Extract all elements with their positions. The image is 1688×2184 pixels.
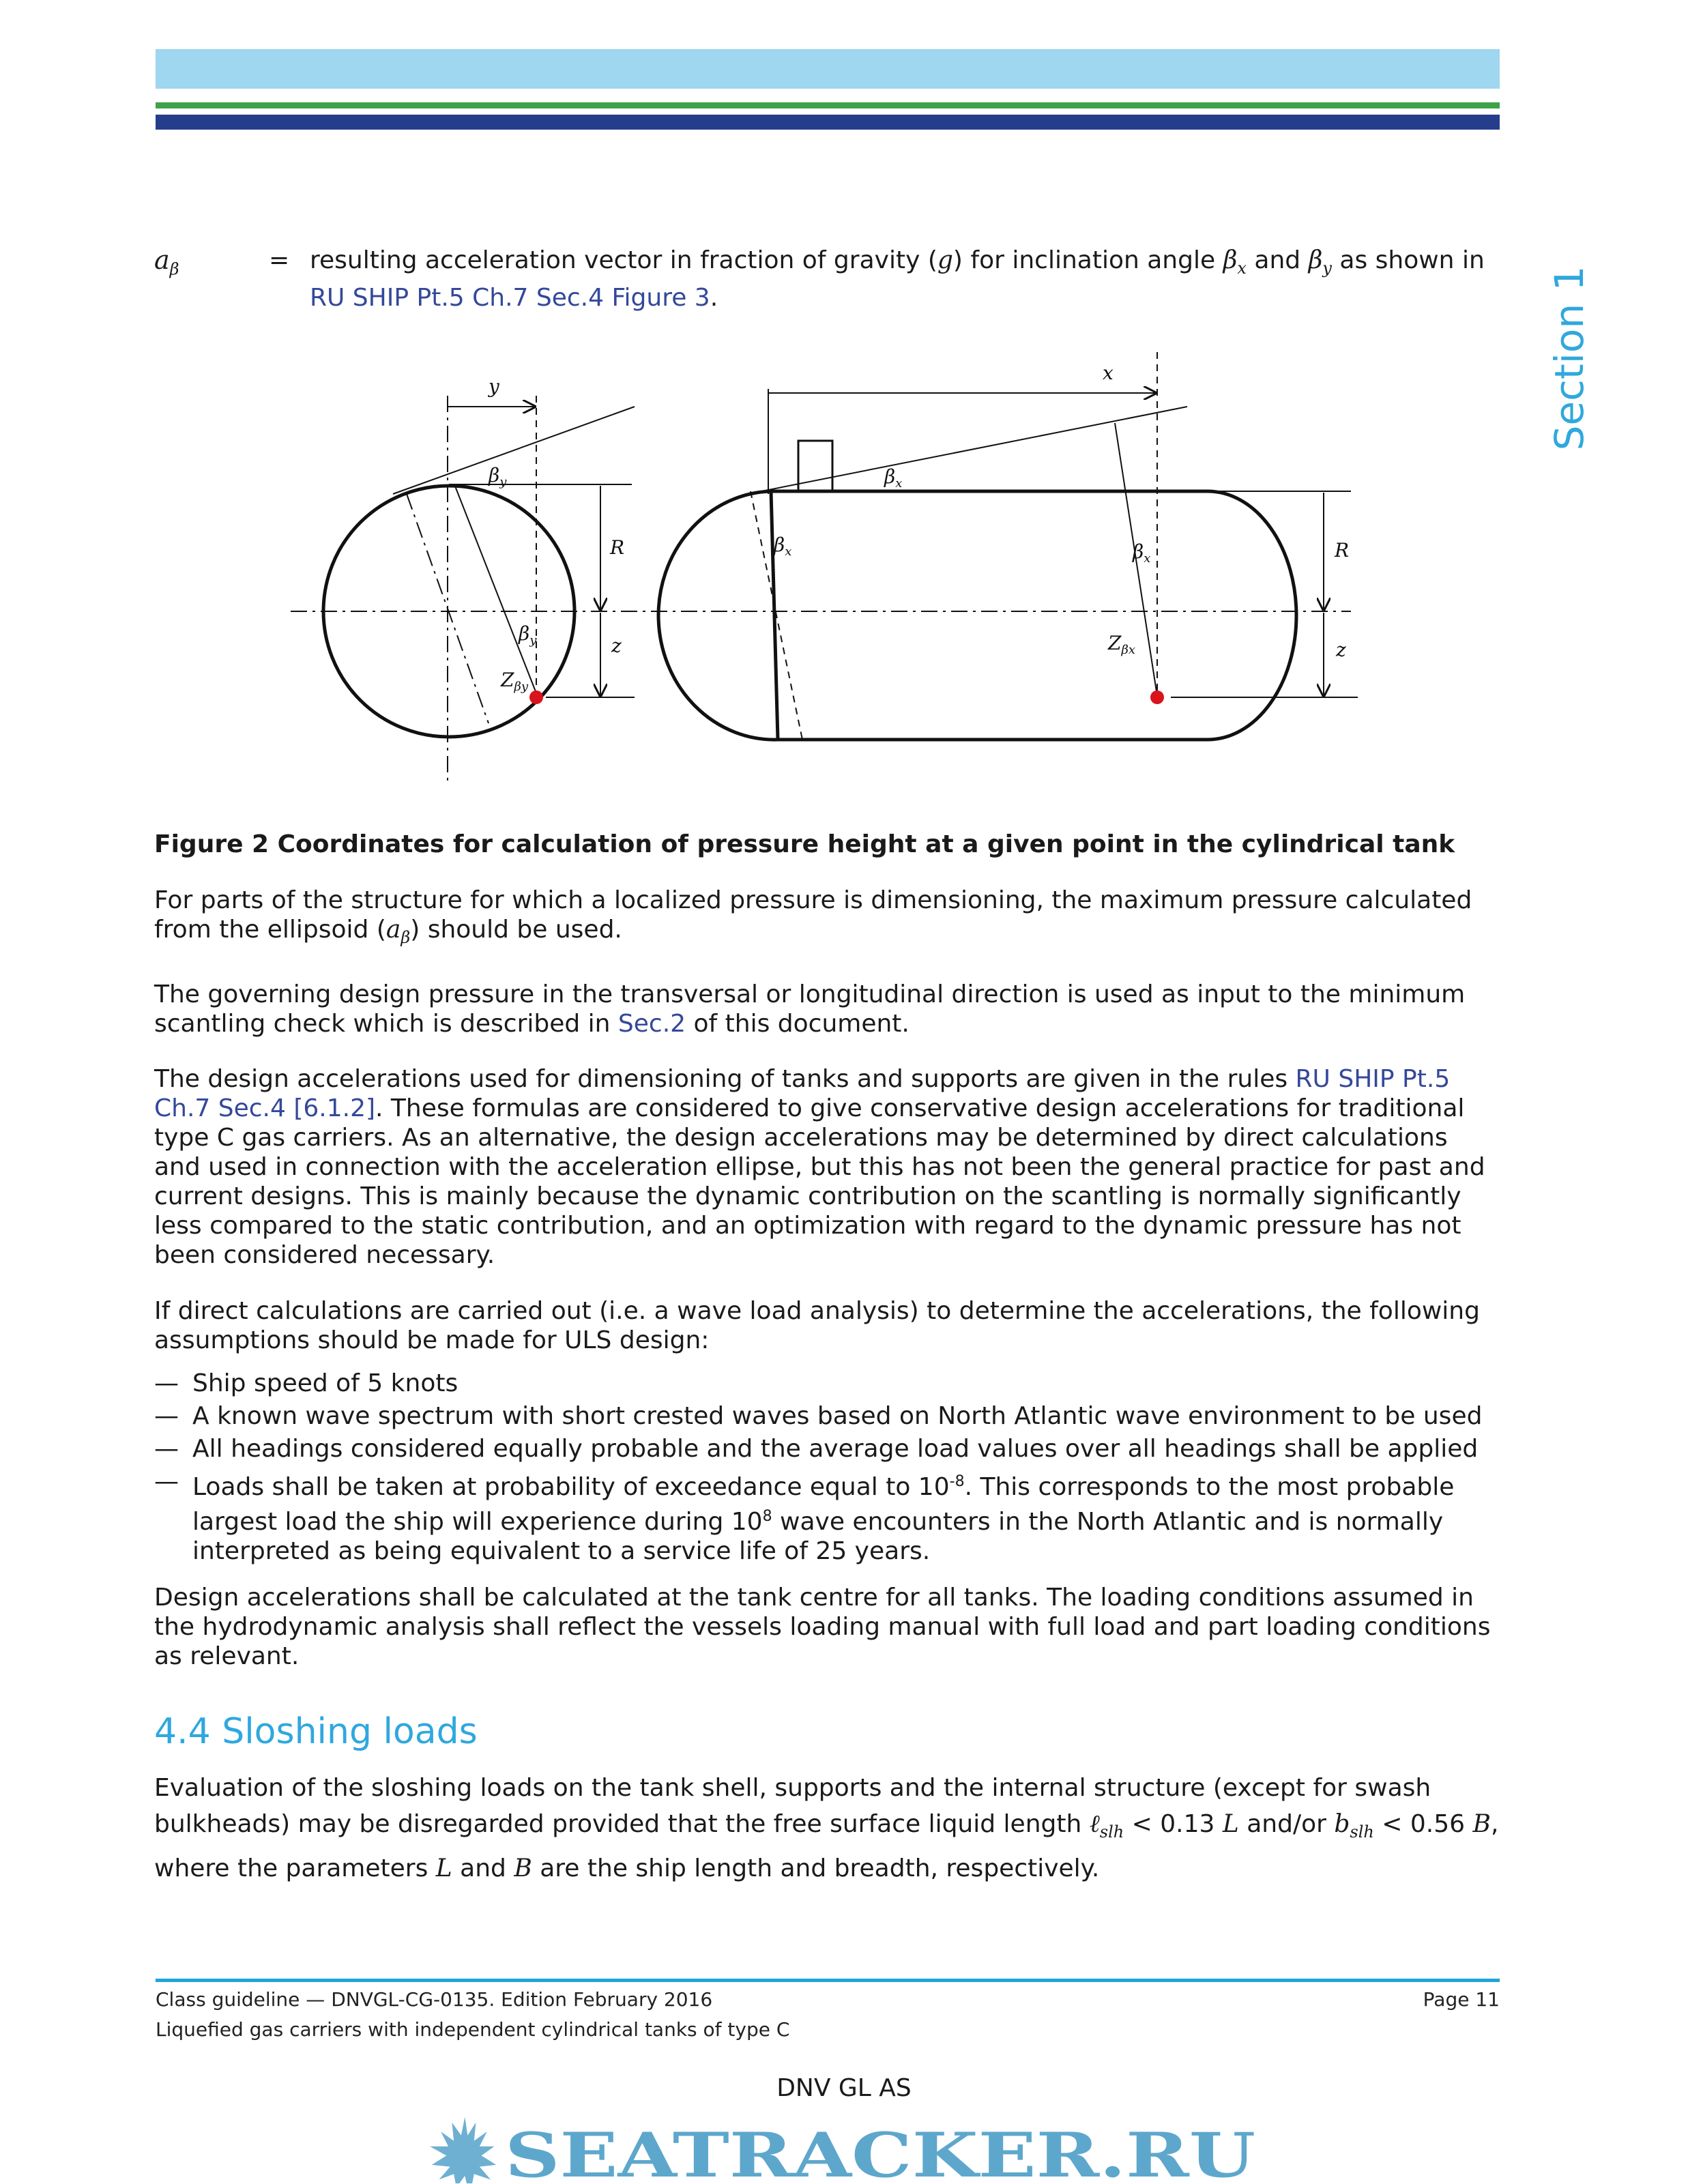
sec2-link[interactable]: Sec.2 [617, 1010, 686, 1038]
paragraph: The design accelerations used for dimensioning of tanks and supports are given in the rules RU SHIP Pt.5 Ch.7 Sec.4 [6.1.2]. These formulas are considered to give conservative design accelerations for traditional type C gas carriers. As an alternative, the design accelerations may be determined by direct calculations and used in connection with the acceleration ellipse, but this has not been the general practice for past and current designs. This is mainly because the dynamic contribution on the scantling is normally significantly less compared to the static contribution, and an optimization with regard to the dynamic pressure has not been considered necessary. [154, 1065, 1485, 1269]
pressure-point-marker [529, 690, 543, 704]
svg-text:Zβx: $Z_{\beta x}$ [1108, 632, 1136, 657]
paragraph: The governing design pressure in the transversal or longitudinal direction is used as input to the minimum scantling check which is described in Sec.2 of this document. [154, 980, 1466, 1038]
section-label-text: Section 1 [1546, 265, 1592, 451]
paragraph: Design accelerations shall be calculated at the tank centre for all tanks. The loading conditions assumed in the hydrodynamic analysis shall reflect the vessels loading manual with full load and part loading conditions as relevant. [154, 1584, 1491, 1670]
figure3-link[interactable]: RU SHIP Pt.5 Ch.7 Sec.4 Figure 3 [310, 284, 710, 312]
footer-doc-title: Class guideline — DNVGL-CG-0135. Edition February 2016 [156, 1988, 713, 2011]
svg-text:βy: $\beta_y$ [519, 622, 537, 647]
tank-side-view [658, 491, 1296, 740]
list-item: — All headings considered equally probable and the average load values over all headings shall be applied [154, 1435, 1479, 1463]
watermark-text: SEATRACKER.RU [505, 2119, 1255, 2184]
svg-text:βy: $\beta_y$ [489, 464, 507, 489]
svg-text:z: z [1336, 639, 1346, 661]
pressure-point-marker [1150, 690, 1164, 704]
svg-text:Zβy: $Z_{\beta y}$ [501, 669, 529, 694]
tank-coordinates-figure [0, 0, 1688, 819]
rules-link[interactable]: RU SHIP Pt.5 Ch.7 Sec.4 [6.1.2] [154, 1065, 1451, 1122]
definition-equals: = [269, 246, 290, 274]
svg-text:R: R [1335, 539, 1350, 562]
definition-symbol: $a_\beta$ [154, 245, 179, 279]
figure-caption: Figure 2 Coordinates for calculation of pressure height at a given point in the cylindrical tank [154, 830, 1455, 858]
list-item: — Ship speed of 5 knots [154, 1369, 459, 1397]
svg-text:y: y [489, 375, 499, 398]
footer-doc-subtitle: Liquefied gas carriers with independent cylindrical tanks of type C [156, 2018, 790, 2041]
footer-page-number: Page 11 [1423, 1988, 1500, 2011]
list-item: — Loads shall be taken at probability of exceedance equal to $10^{-8}$. This corresponds to the most probable largest load the ship will experience during $10^8$ wave encounters in the North Atlantic and is normally interpreted as being equivalent to a service life of 25 years. [154, 1468, 1455, 1565]
svg-text:βx: $\beta_x$ [774, 534, 792, 559]
paragraph: If direct calculations are carried out (i.e. a wave load analysis) to determine the accelerations, the following assumptions should be made for ULS design: [154, 1297, 1480, 1354]
dome [798, 441, 832, 491]
section-heading: 4.4 Sloshing loads [154, 1711, 478, 1752]
paragraph: For parts of the structure for which a localized pressure is dimensioning, the maximum pressure calculated from the ellipsoid $(a_\beta)$ should be used. [154, 886, 1472, 948]
definition-text: resulting acceleration vector in fraction of gravity (g) for inclination angle $\beta_x$ and $\beta_y$ as shown in RU SHIP Pt.5 Ch.7 Sec.4 Figure 3. [310, 246, 1485, 312]
watermark-logo [0, 2115, 1688, 2184]
svg-text:R: R [610, 536, 625, 559]
sun-icon [430, 2117, 496, 2183]
footer-rule [156, 1979, 1500, 1982]
footer-company: DNV GL AS [776, 2074, 912, 2102]
svg-text:βx: $\beta_x$ [884, 465, 903, 491]
svg-text:x: x [1103, 362, 1114, 384]
svg-text:βx: $\beta_x$ [1133, 540, 1151, 566]
svg-text:z: z [611, 635, 622, 657]
paragraph: Evaluation of the sloshing loads on the tank shell, supports and the internal structure (except for swash bulkheads) may be disregarded provided that the free surface liquid length ℓ$_{slh}$ < 0.13 L and/or $b_{slh} < 0.56$ B, where the parameters L and B are the ship length and breadth, respectively. [154, 1774, 1499, 1883]
bullet-list [154, 1369, 1500, 1566]
list-item: — A known wave spectrum with short crested waves based on North Atlantic wave environment to be used [154, 1402, 1483, 1430]
